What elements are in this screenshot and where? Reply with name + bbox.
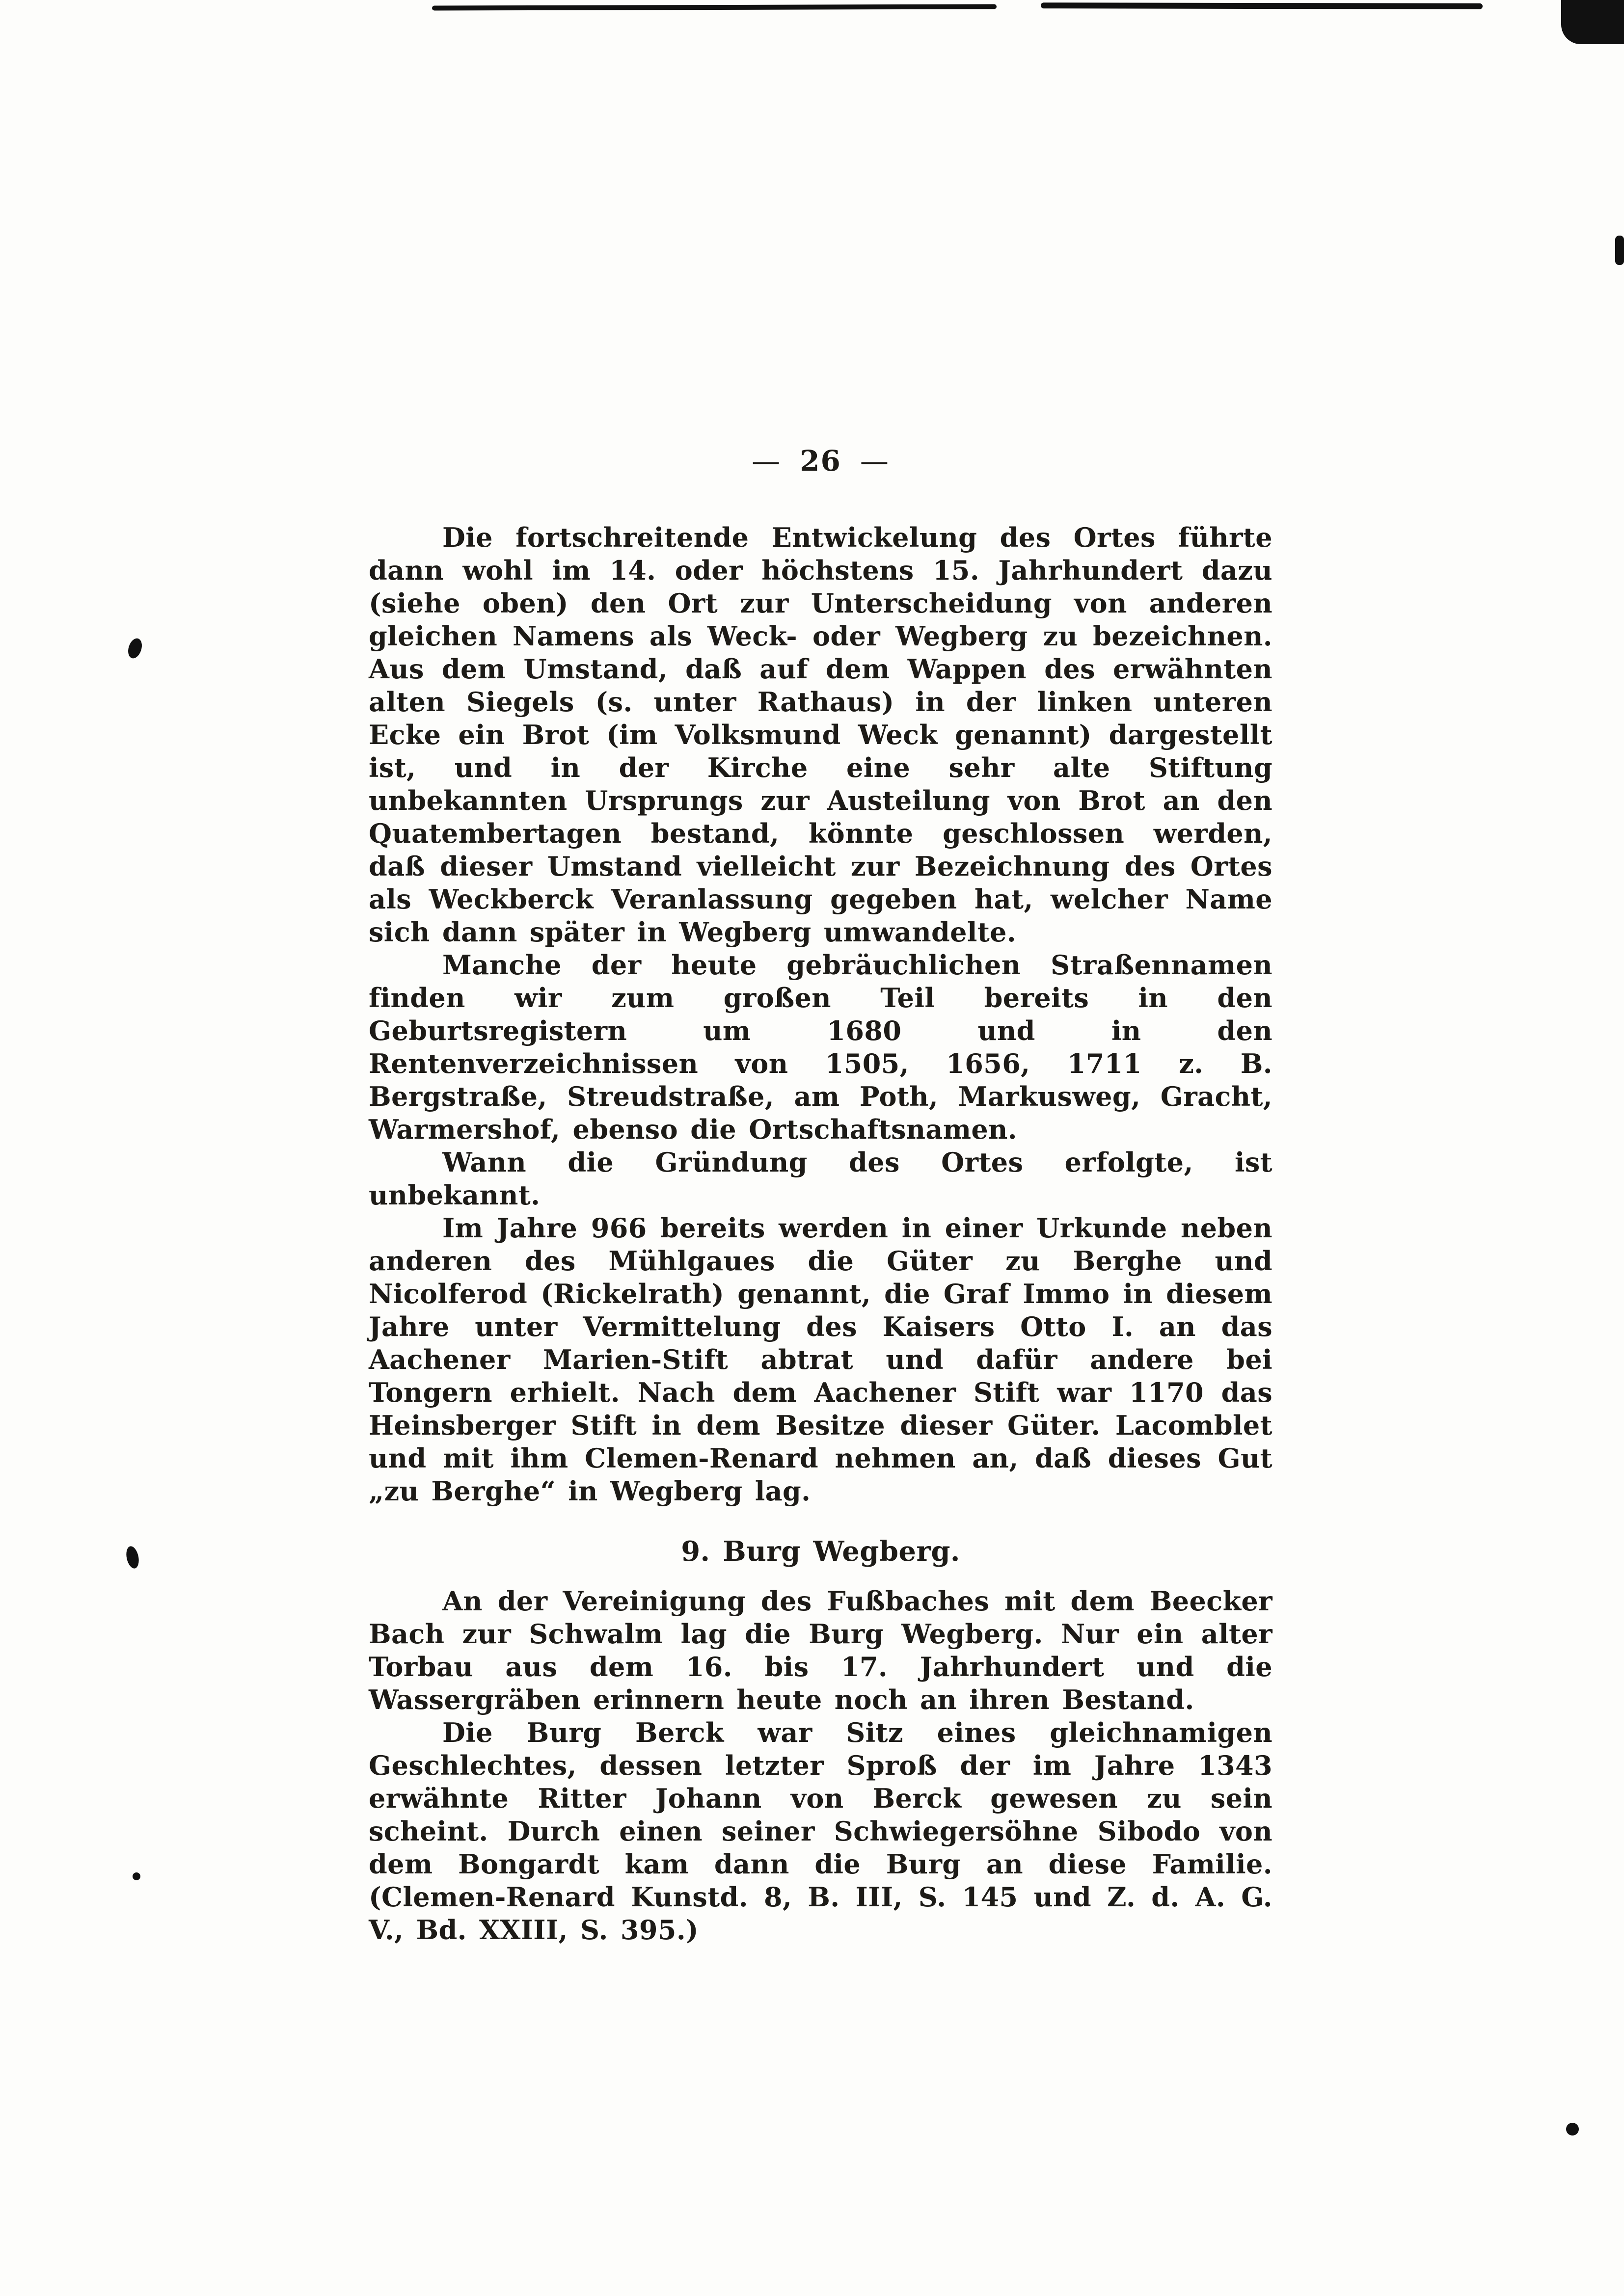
paragraph: Die fortschreitende Entwickelung des Ortes führte dann wohl im 14. oder höchstens 15. Jahrhundert dazu (siehe oben) den Ort zur Unterscheidung von anderen gleichen Namens als Weck- oder Wegberg zu bezeichnen. Aus dem Umstand, daß auf dem Wappen des erwähnten alten Siegels (s. unter Rathaus) in der linken unteren Ecke ein Brot (im Volksmund Weck genannt) dargestellt ist, und in der Kirche eine sehr alte Stiftung unbekannten Ursprungs zur Austeilung von Brot an den Quatembertagen bestand, könnte geschlossen werden, daß dieser Umstand vielleicht zur Bezeichnung des Ortes als Weckberck Veranlassung gegeben hat, welcher Name sich dann später in Wegberg umwandelte.	[369, 522, 1272, 948]
paragraph: Manche der heute gebräuchlichen Straßennamen finden wir zum großen Teil bereits in den Geburtsregistern um 1680 und in den Rentenverzeichnissen von 1505, 1656, 1711 z. B. Bergstraße, Streudstraße, am Poth, Markusweg, Gracht, Warmershof, ebenso die Ortschaftsnamen.	[369, 949, 1272, 1145]
page-number-value: 26	[800, 444, 841, 478]
text-block	[369, 521, 1272, 1947]
page-number-dash-right: —	[860, 444, 890, 478]
scan-artifact-speck	[1615, 236, 1624, 265]
paragraph: Die Burg Berck war Sitz eines gleichnamigen Geschlechtes, dessen letzter Sproß der im Jahre 1343 erwähnte Ritter Johann von Berck gewesen zu sein scheint. Durch einen seiner Schwiegersöhne Sibodo von dem Bongardt kam dann die Burg an diese Familie. (Clemen-Renard Kunstd. 8, B. III, S. 145 und Z. d. A. G. V., Bd. XXIII, S. 395.)	[369, 1717, 1272, 1946]
scan-artifact-corner-blob	[1561, 0, 1624, 44]
page-number-dash-left: —	[752, 444, 782, 478]
scan-artifact-top-streak	[432, 4, 997, 10]
section-heading: 9. Burg Wegberg.	[681, 1535, 960, 1568]
scan-artifact-speck	[124, 1545, 140, 1570]
page-number	[369, 444, 1272, 478]
scan-artifact-speck	[133, 1872, 140, 1880]
scan-artifact-speck	[1566, 2123, 1579, 2136]
scan-artifact-speck	[126, 637, 144, 660]
paragraph: An der Vereinigung des Fußbaches mit dem Beecker Bach zur Schwalm lag die Burg Wegberg. Nur ein alter Torbau aus dem 16. bis 17. Jahrhundert und die Wassergräben erinnern heute noch an ihren Bestand.	[369, 1585, 1272, 1715]
scan-artifact-top-streak	[1041, 2, 1483, 9]
paragraph: Im Jahre 966 bereits werden in einer Urkunde neben anderen des Mühlgaues die Güter zu Berghe und Nicolferod (Rickelrath) genannt, die Graf Immo in diesem Jahre unter Vermittelung des Kaisers Otto I. an das Aachener Marien-Stift abtrat und dafür andere bei Tongern erhielt. Nach dem Aachener Stift war 1170 das Heinsberger Stift in dem Besitze dieser Güter. Lacomblet und mit ihm Clemen-Renard nehmen an, daß dieses Gut „zu Berghe“ in Wegberg lag.	[369, 1212, 1272, 1507]
paragraph: Wann die Gründung des Ortes erfolgte, ist unbekannt.	[369, 1147, 1272, 1211]
